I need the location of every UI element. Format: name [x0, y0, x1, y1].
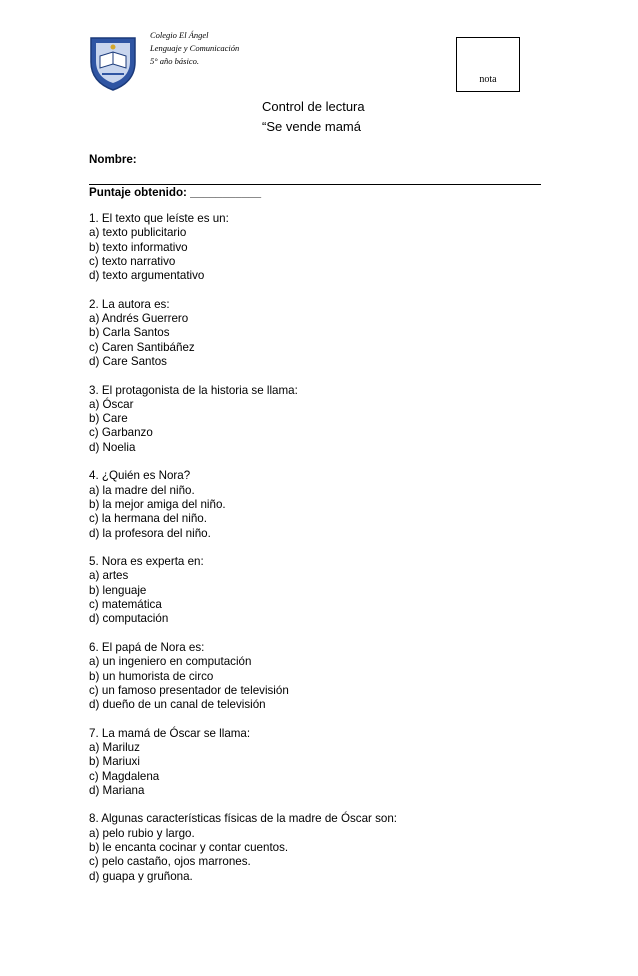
- question-1: [89, 212, 549, 283]
- answer-option: c) pelo castaño, ojos marrones.: [89, 855, 251, 869]
- answer-option: c) Magdalena: [89, 769, 160, 783]
- answer-option: d) Noelia: [89, 440, 136, 454]
- answer-option: b) la mejor amiga del niño.: [89, 497, 226, 511]
- school-info: [150, 29, 239, 68]
- question-4: [89, 469, 549, 540]
- answer-option: b) le encanta cocinar y contar cuentos.: [89, 841, 289, 855]
- answer-option: c) Garbanzo: [89, 426, 153, 440]
- question-text: 2. La autora es:: [89, 297, 170, 311]
- answer-option: b) lenguaje: [89, 583, 147, 597]
- answer-option: c) la hermana del niño.: [89, 512, 207, 526]
- answer-option: d) Care Santos: [89, 354, 167, 368]
- answer-option: c) un famoso presentador de televisión: [89, 683, 289, 697]
- question-3: [89, 384, 549, 455]
- answer-option: d) dueño de un canal de televisión: [89, 698, 266, 712]
- answer-option: c) texto narrativo: [89, 254, 176, 268]
- question-list: [89, 212, 549, 898]
- grade-box: [456, 37, 520, 92]
- question-5: [89, 555, 549, 626]
- question-text: 7. La mamá de Óscar se llama:: [89, 726, 251, 740]
- document-title: [262, 97, 365, 137]
- answer-option: a) un ingeniero en computación: [89, 655, 252, 669]
- answer-option: d) Mariana: [89, 783, 145, 797]
- answer-option: d) guapa y gruñona.: [89, 869, 193, 883]
- answer-option: a) la madre del niño.: [89, 483, 195, 497]
- answer-option: a) pelo rubio y largo.: [89, 826, 195, 840]
- answer-option: d) la profesora del niño.: [89, 526, 211, 540]
- answer-option: b) Care: [89, 412, 128, 426]
- answer-option: d) computación: [89, 612, 169, 626]
- answer-option: b) un humorista de circo: [89, 669, 214, 683]
- question-6: [89, 641, 549, 712]
- school-grade: 5° año básico.: [150, 56, 199, 66]
- answer-option: c) Caren Santibáñez: [89, 340, 195, 354]
- question-text: 5. Nora es experta en:: [89, 555, 204, 569]
- name-line: [89, 168, 541, 185]
- score-label: Puntaje obtenido: ___________: [89, 186, 262, 199]
- answer-option: a) Óscar: [89, 397, 134, 411]
- answer-option: a) texto publicitario: [89, 226, 187, 240]
- question-8: [89, 812, 549, 883]
- question-7: [89, 727, 549, 798]
- answer-option: c) matemática: [89, 598, 162, 612]
- answer-option: b) Mariuxi: [89, 755, 140, 769]
- title-line-2: “Se vende mamá: [262, 119, 361, 134]
- question-2: [89, 298, 549, 369]
- school-crest-logo: [88, 34, 138, 92]
- answer-option: a) artes: [89, 569, 129, 583]
- question-text: 4. ¿Quién es Nora?: [89, 469, 191, 483]
- answer-option: a) Mariluz: [89, 740, 140, 754]
- answer-option: d) texto argumentativo: [89, 269, 205, 283]
- student-fields: [89, 152, 541, 201]
- name-label: Nombre:: [89, 153, 137, 166]
- title-line-1: Control de lectura: [262, 99, 365, 114]
- answer-option: a) Andrés Guerrero: [89, 312, 189, 326]
- answer-option: b) Carla Santos: [89, 326, 170, 340]
- grade-box-label: nota: [479, 74, 497, 85]
- school-name: Colegio El Ángel: [150, 30, 209, 40]
- answer-option: b) texto informativo: [89, 240, 188, 254]
- question-text: 3. El protagonista de la historia se llama:: [89, 383, 298, 397]
- question-text: 8. Algunas características físicas de la madre de Óscar son:: [89, 812, 398, 826]
- question-text: 1. El texto que leíste es un:: [89, 212, 229, 225]
- question-text: 6. El papá de Nora es:: [89, 640, 205, 654]
- school-subject: Lenguaje y Comunicación: [150, 43, 240, 53]
